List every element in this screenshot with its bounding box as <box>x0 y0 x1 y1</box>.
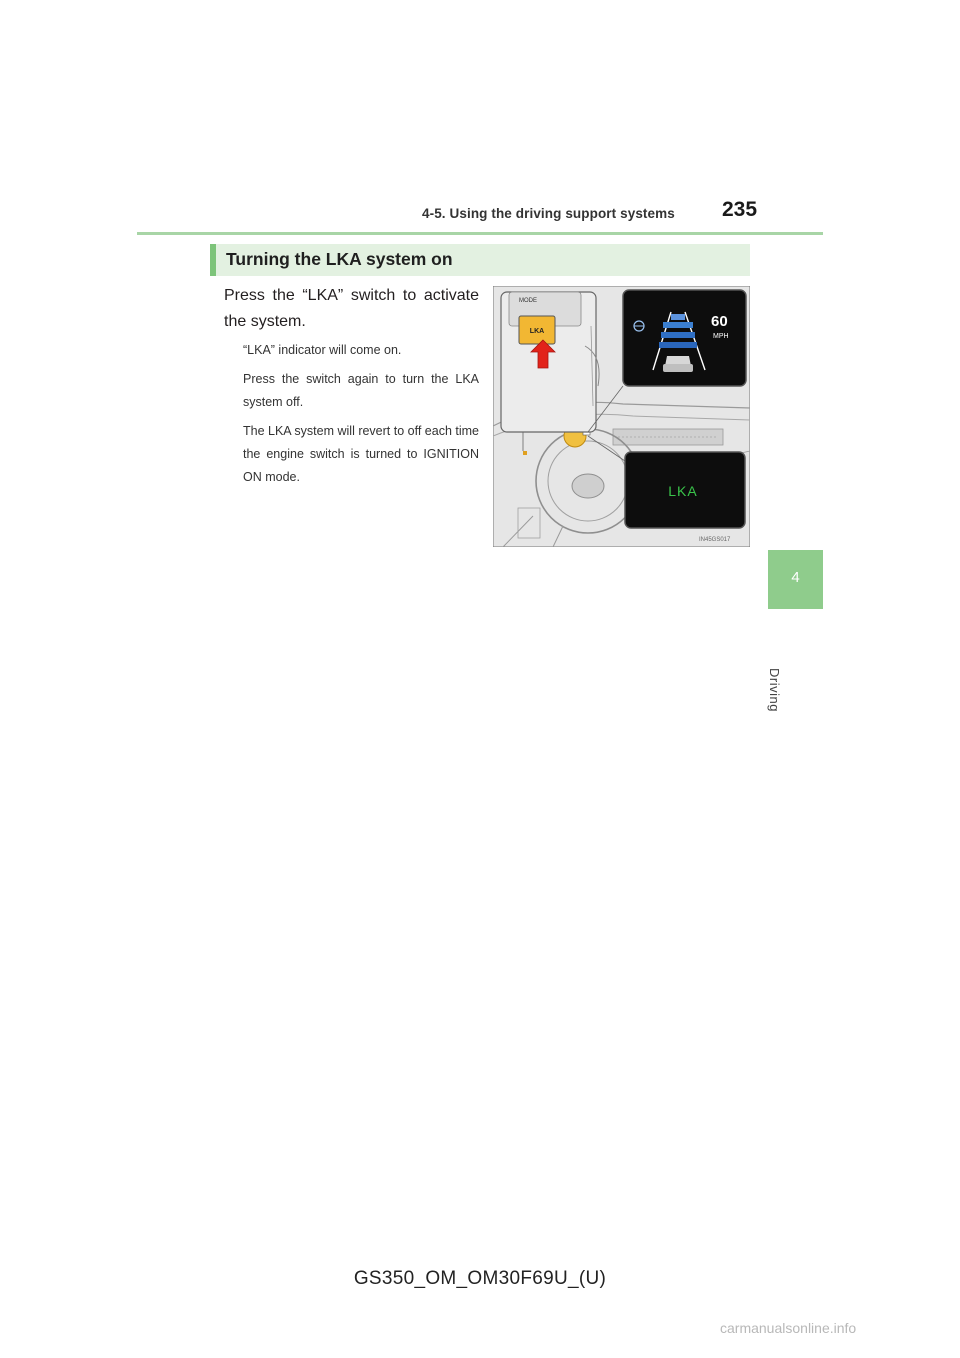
mode-label: MODE <box>519 298 537 304</box>
section-title: Turning the LKA system on <box>226 249 453 269</box>
footer-document-code: GS350_OM_OM30F69U_(U) <box>353 1268 607 1289</box>
header-rule <box>137 232 823 235</box>
lka-button-label: LKA <box>529 328 545 335</box>
lka-illustration <box>493 286 750 547</box>
instruction-text: Press the “LKA” switch to activate the system. <box>224 287 479 330</box>
notes-list <box>243 339 479 495</box>
page-number: 235 <box>722 198 758 221</box>
running-header: 4-5. Using the driving support systems <box>422 206 675 221</box>
speed-unit: MPH <box>713 333 729 340</box>
note-switch-off: Press the switch again to turn the LKA system off. <box>243 372 479 409</box>
section-heading-accent <box>210 244 216 276</box>
speed-value: 60 <box>711 313 728 330</box>
watermark: carmanualsonline.info <box>720 1320 857 1336</box>
figure-code: IN45GS017 <box>699 537 731 543</box>
chapter-tab-label: Driving <box>767 668 782 712</box>
note-revert: The LKA system will revert to off each time the engine switch is turned to IGNITION ON mode. <box>243 424 479 484</box>
note-indicator: “LKA” indicator will come on. <box>243 343 402 357</box>
chapter-tab-number: 4 <box>791 569 800 586</box>
chapter-tab-label-container <box>767 615 808 712</box>
lka-indicator: LKA <box>668 483 698 499</box>
